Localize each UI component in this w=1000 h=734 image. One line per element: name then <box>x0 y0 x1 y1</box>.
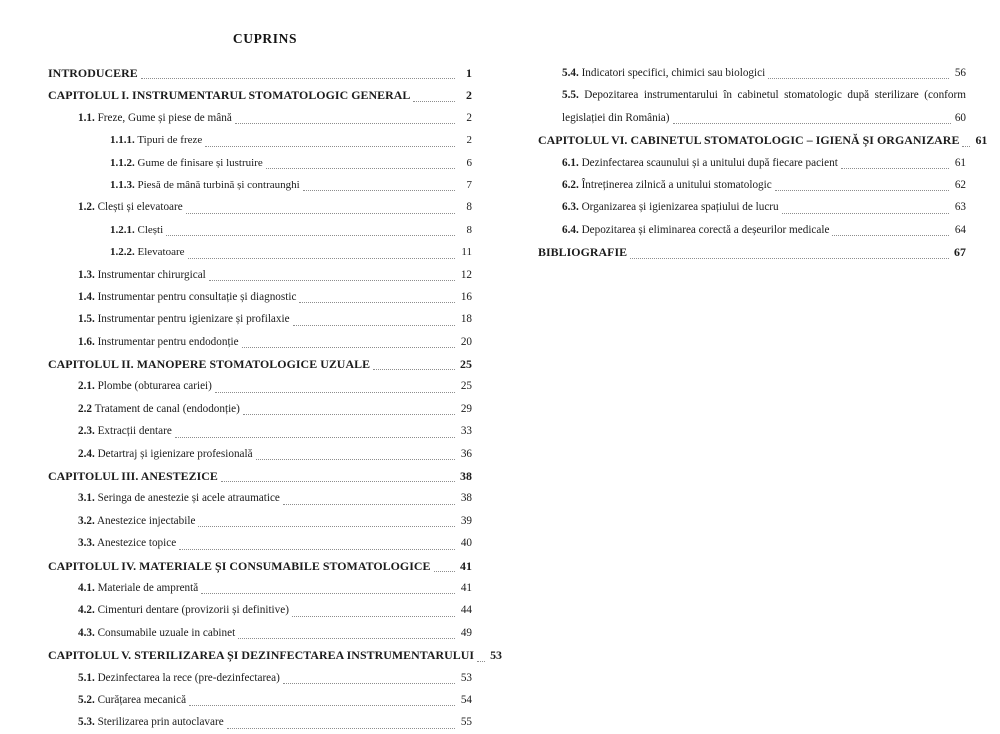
toc-entry-text: Detartraj și igienizare profesională <box>97 447 253 460</box>
dot-leader <box>293 308 455 330</box>
toc-entry-text: Sterilizarea prin autoclavare <box>97 716 224 729</box>
toc-entry[interactable] <box>78 577 472 599</box>
toc-entry-number: 1.2. <box>78 201 95 214</box>
toc-entry[interactable] <box>78 286 472 308</box>
dot-leader <box>962 129 970 151</box>
toc-column-right <box>536 62 988 264</box>
toc-entry-word: stomatologic <box>784 89 842 102</box>
toc-entry[interactable] <box>562 152 966 174</box>
dot-leader <box>841 152 949 174</box>
toc-entry-text: Seringa de anestezie și acele atraumatice <box>97 492 280 505</box>
toc-page-number: 29 <box>460 402 472 415</box>
toc-entry-word: (conform <box>924 89 966 102</box>
toc-entry[interactable] <box>110 152 472 174</box>
toc-entry-number: 1.1. <box>78 111 95 124</box>
dot-leader <box>782 196 949 218</box>
dot-leader <box>215 375 455 397</box>
dot-leader <box>205 129 455 151</box>
dot-leader <box>243 398 455 420</box>
dot-leader <box>673 107 951 129</box>
toc-entry-label <box>110 219 166 241</box>
toc-page-number: 33 <box>460 425 472 438</box>
toc-entry-text: Gume de finisare și lustruire <box>137 156 263 169</box>
toc-entry[interactable] <box>78 599 472 621</box>
toc-entry-text: Organizarea și igienizarea spațiului de lucru <box>581 201 779 214</box>
toc-entry[interactable] <box>78 375 472 397</box>
toc-entry-label <box>78 532 179 554</box>
toc-entry-text: Curățarea mecanică <box>97 693 187 706</box>
toc-entry-number: 3.2. <box>78 514 95 527</box>
toc-page-number: 53 <box>460 671 472 684</box>
toc-entry[interactable] <box>78 308 472 330</box>
toc-page-number: 2 <box>466 111 472 124</box>
toc-entry-number: 1.2.2. <box>110 246 135 259</box>
dot-leader <box>198 510 455 532</box>
toc-entry-label <box>562 219 832 241</box>
toc-entry-label <box>78 107 235 129</box>
toc-entry-word: Depozitarea <box>584 89 639 102</box>
toc-entry-text: BIBLIOGRAFIE <box>538 245 628 260</box>
toc-entry-label <box>78 375 215 397</box>
toc-entry-number: 1.6. <box>78 335 95 348</box>
toc-entry-label <box>78 622 238 644</box>
toc-entry[interactable] <box>78 510 472 532</box>
toc-entry-label <box>562 84 966 106</box>
toc-entry-text: CAPITOLUL V. STERILIZAREA ȘI DEZINFECTAREA INSTRUMENTARULUI <box>48 648 475 663</box>
toc-entry-label <box>78 711 227 733</box>
toc-entry-text: Instrumentar pentru endodonție <box>97 335 239 348</box>
toc-page-number: 38 <box>460 469 472 484</box>
toc-entry-text: CAPITOLUL III. ANESTEZICE <box>48 469 218 484</box>
toc-entry-text: Elevatoare <box>137 246 185 259</box>
toc-entry[interactable] <box>78 196 472 218</box>
toc-entry-text: CAPITOLUL I. INSTRUMENTARUL STOMATOLOGIC GENERAL <box>48 88 411 103</box>
dot-leader <box>189 689 455 711</box>
dot-leader <box>434 555 455 577</box>
toc-entry-label <box>78 398 243 420</box>
dot-leader <box>221 465 455 487</box>
toc-page-number: 54 <box>460 693 472 706</box>
toc-page-number: 1 <box>466 65 472 80</box>
toc-entry[interactable] <box>78 532 472 554</box>
toc-entry-label <box>562 174 775 196</box>
toc-page-number: 41 <box>460 558 472 573</box>
toc-page-number: 44 <box>460 604 472 617</box>
toc-entry[interactable] <box>562 62 966 84</box>
dot-leader <box>303 174 455 196</box>
dot-leader <box>283 667 455 689</box>
toc-page-number: 49 <box>460 626 472 639</box>
dot-leader <box>283 487 455 509</box>
toc-entry-word: după <box>847 89 870 102</box>
toc-entry-continuation <box>562 107 966 129</box>
toc-entry-number: 6.3. <box>562 201 579 214</box>
toc-entry-text: Indicatori specifici, chimici sau biologici <box>581 66 766 79</box>
toc-page-number: 60 <box>954 111 966 124</box>
toc-entry-label <box>78 264 209 286</box>
toc-entry-text: Tipuri de freze <box>137 134 203 147</box>
toc-entry-label <box>110 129 205 151</box>
toc-entry-label <box>78 487 283 509</box>
toc-page-number: 61 <box>975 133 988 148</box>
toc-entry-text: Instrumentar pentru consultație și diagnostic <box>97 290 297 303</box>
toc-entry[interactable] <box>110 241 472 263</box>
toc-page-number: 2 <box>466 88 472 103</box>
toc-entry-label <box>110 241 188 263</box>
toc-entry-label <box>562 62 768 84</box>
toc-entry-word: în <box>723 89 733 102</box>
toc-entry-label <box>48 353 373 375</box>
toc-entry-text: Dezinfectarea scaunului și a unitului după fiecare pacient <box>581 156 838 169</box>
toc-entry-label <box>78 196 186 218</box>
toc-entry-label <box>78 577 201 599</box>
dot-leader <box>141 62 455 84</box>
dot-leader <box>179 532 455 554</box>
toc-entry-label <box>48 62 141 84</box>
toc-page-number: 18 <box>460 313 472 326</box>
dot-leader <box>832 219 949 241</box>
toc-entry-label <box>78 689 189 711</box>
page-title: CUPRINS <box>232 31 298 46</box>
toc-entry-number: 4.1. <box>78 581 95 594</box>
toc-entry-text: Tratament de canal (endodonție) <box>94 402 240 415</box>
toc-entry-text: Instrumentar pentru igienizare și profilaxie <box>97 313 290 326</box>
toc-entry-word: sterilizare <box>874 89 919 102</box>
toc-entry-text: Întreținerea zilnică a unitului stomatologic <box>581 178 772 191</box>
toc-page-number: 63 <box>954 201 966 214</box>
toc-page-number: 16 <box>460 290 472 303</box>
toc-entry[interactable] <box>78 331 472 353</box>
toc-page-number: 8 <box>466 223 472 236</box>
dot-leader <box>775 174 949 196</box>
toc-entry[interactable] <box>78 107 472 129</box>
dot-leader <box>227 711 455 733</box>
dot-leader <box>209 264 455 286</box>
toc-entry[interactable] <box>78 487 472 509</box>
toc-entry[interactable] <box>110 219 472 241</box>
toc-entry-label <box>78 420 175 442</box>
toc-entry-label <box>48 555 434 577</box>
toc-entry-label <box>48 644 477 666</box>
toc-entry-number: 6.1. <box>562 156 579 169</box>
dot-leader <box>373 353 455 375</box>
toc-entry-text: CAPITOLUL II. MANOPERE STOMATOLOGICE UZUALE <box>48 357 371 372</box>
toc-entry-text: Anestezice injectabile <box>96 514 196 527</box>
toc-entry-number: 4.2. <box>78 604 95 617</box>
toc-page-number: 56 <box>954 66 966 79</box>
toc-entry[interactable] <box>78 420 472 442</box>
dot-leader <box>166 219 455 241</box>
toc-entry-number: 3.3. <box>78 537 95 550</box>
toc-entry-text: INTRODUCERE <box>48 65 138 80</box>
dot-leader <box>413 84 455 106</box>
dot-leader <box>238 622 455 644</box>
toc-entry-text: Depozitarea și eliminarea corectă a deșeurilor medicale <box>581 223 830 236</box>
toc-entry[interactable] <box>562 196 966 218</box>
toc-entry[interactable] <box>562 174 966 196</box>
toc-page-number: 11 <box>461 246 472 259</box>
toc-entry-label <box>110 174 303 196</box>
toc-entry-text: Dezinfectarea la rece (pre-dezinfectarea) <box>97 671 280 684</box>
dot-leader <box>630 241 949 263</box>
dot-leader <box>188 241 455 263</box>
toc-entry[interactable] <box>78 667 472 689</box>
dot-leader <box>186 196 455 218</box>
toc-entry-number: 6.4. <box>562 223 579 236</box>
toc-entry-number: 3.1. <box>78 492 95 505</box>
toc-entry-number: 1.4. <box>78 290 95 303</box>
dot-leader <box>768 62 949 84</box>
toc-entry-label <box>48 84 413 106</box>
toc-page-number: 62 <box>954 178 966 191</box>
toc-entry-label <box>538 129 962 151</box>
toc-entry-number: 1.1.1. <box>110 134 135 147</box>
toc-page-number: 25 <box>460 357 472 372</box>
toc-entry[interactable] <box>110 129 472 151</box>
toc-page-number: 53 <box>490 648 503 663</box>
toc-entry[interactable] <box>48 84 472 106</box>
toc-entry[interactable] <box>78 398 472 420</box>
toc-entry[interactable] <box>538 241 966 263</box>
toc-entry-label <box>110 152 266 174</box>
toc-entry-number: 1.5. <box>78 313 95 326</box>
toc-page-number: 12 <box>460 268 472 281</box>
toc-page-number: 2 <box>466 134 472 147</box>
toc-page-number: 64 <box>954 223 966 236</box>
toc-entry-number: 6.2. <box>562 178 579 191</box>
toc-entry[interactable] <box>78 711 472 733</box>
toc-page-number: 40 <box>460 537 472 550</box>
toc-entry-number: 2.3. <box>78 425 95 438</box>
toc-entry-text: Anestezice topice <box>96 537 177 550</box>
toc-entry-label <box>78 286 299 308</box>
toc-entry-text: CAPITOLUL IV. MATERIALE ȘI CONSUMABILE STOMATOLOGICE <box>48 558 431 573</box>
toc-entry-number: 1.2.1. <box>110 223 135 236</box>
toc-page-number: 55 <box>460 716 472 729</box>
toc-entry[interactable] <box>78 689 472 711</box>
dot-leader <box>292 599 455 621</box>
dot-leader <box>256 443 455 465</box>
toc-entry-text: legislației din România) <box>562 111 670 124</box>
toc-page-number: 36 <box>460 447 472 460</box>
toc-page-number: 7 <box>466 178 472 191</box>
toc-entry-label <box>78 308 293 330</box>
toc-entry[interactable] <box>78 443 472 465</box>
toc-entry-number: 1.3. <box>78 268 95 281</box>
toc-entry-label <box>78 443 256 465</box>
dot-leader <box>242 331 455 353</box>
toc-entry-number: 1.1.3. <box>110 178 135 191</box>
toc-entry[interactable] <box>78 264 472 286</box>
toc-entry-label <box>562 152 841 174</box>
toc-entry[interactable] <box>48 62 472 84</box>
toc-entry-number: 1.1.2. <box>110 156 135 169</box>
toc-column-left <box>48 62 503 734</box>
dot-leader <box>235 107 455 129</box>
toc-entry-number: 5.5. <box>562 89 579 102</box>
toc-entry-number: 5.2. <box>78 693 95 706</box>
toc-entry-number: 2.1. <box>78 380 95 393</box>
toc-entry[interactable] <box>562 84 966 129</box>
toc-entry[interactable] <box>48 465 472 487</box>
toc-page-number: 38 <box>460 492 472 505</box>
toc-entry[interactable] <box>78 622 472 644</box>
toc-entry-label <box>78 667 283 689</box>
toc-entry-label <box>78 599 292 621</box>
dot-leader <box>299 286 455 308</box>
toc-entry[interactable] <box>562 219 966 241</box>
toc-entry-text: Freze, Gume și piese de mână <box>97 111 232 124</box>
toc-entry-text: Clești și elevatoare <box>97 201 183 214</box>
dot-leader <box>201 577 455 599</box>
toc-entry-label <box>78 331 242 353</box>
toc-entry[interactable] <box>48 555 472 577</box>
toc-entry-text: Consumabile uzuale in cabinet <box>97 626 236 639</box>
dot-leader <box>266 152 455 174</box>
toc-entry-number: 5.3. <box>78 716 95 729</box>
toc-entry[interactable] <box>48 644 503 666</box>
toc-entry[interactable] <box>110 174 472 196</box>
toc-entry-label <box>538 241 630 263</box>
toc-entry-number: 5.1. <box>78 671 95 684</box>
toc-entry[interactable] <box>538 129 988 151</box>
toc-entry-text: Materiale de amprentă <box>97 581 199 594</box>
toc-page-number: 6 <box>466 156 472 169</box>
toc-page-number: 20 <box>460 335 472 348</box>
toc-entry-label <box>78 510 198 532</box>
toc-page-number: 39 <box>460 514 472 527</box>
toc-entry-text: Extracții dentare <box>97 425 172 438</box>
dot-leader <box>477 644 485 666</box>
toc-entry-label <box>562 196 782 218</box>
toc-entry-number: 2.2 <box>78 402 92 415</box>
toc-page-number: 25 <box>460 380 472 393</box>
toc-entry-number: 4.3. <box>78 626 95 639</box>
toc-entry-text: Plombe (obturarea cariei) <box>97 380 212 393</box>
toc-page-number: 61 <box>954 156 966 169</box>
toc-entry-text: Piesă de mână turbină și contraunghi <box>137 178 300 191</box>
toc-entry-text: CAPITOLUL VI. CABINETUL STOMATOLOGIC – IGIENĂ ȘI ORGANIZARE <box>538 133 960 148</box>
toc-entry-number: 5.4. <box>562 66 579 79</box>
toc-entry-text: Cimenturi dentare (provizorii și definitive) <box>97 604 289 617</box>
toc-entry-number: 2.4. <box>78 447 95 460</box>
toc-entry-text: Instrumentar chirurgical <box>97 268 206 281</box>
toc-entry-word: cabinetul <box>737 89 779 102</box>
toc-entry-label <box>48 465 221 487</box>
toc-entry[interactable] <box>48 353 472 375</box>
toc-entry-word: instrumentarului <box>643 89 718 102</box>
toc-page-number: 67 <box>954 245 966 260</box>
toc-entry-text: Clești <box>137 223 164 236</box>
dot-leader <box>175 420 455 442</box>
toc-page-number: 8 <box>466 201 472 214</box>
toc-page-number: 41 <box>460 581 472 594</box>
